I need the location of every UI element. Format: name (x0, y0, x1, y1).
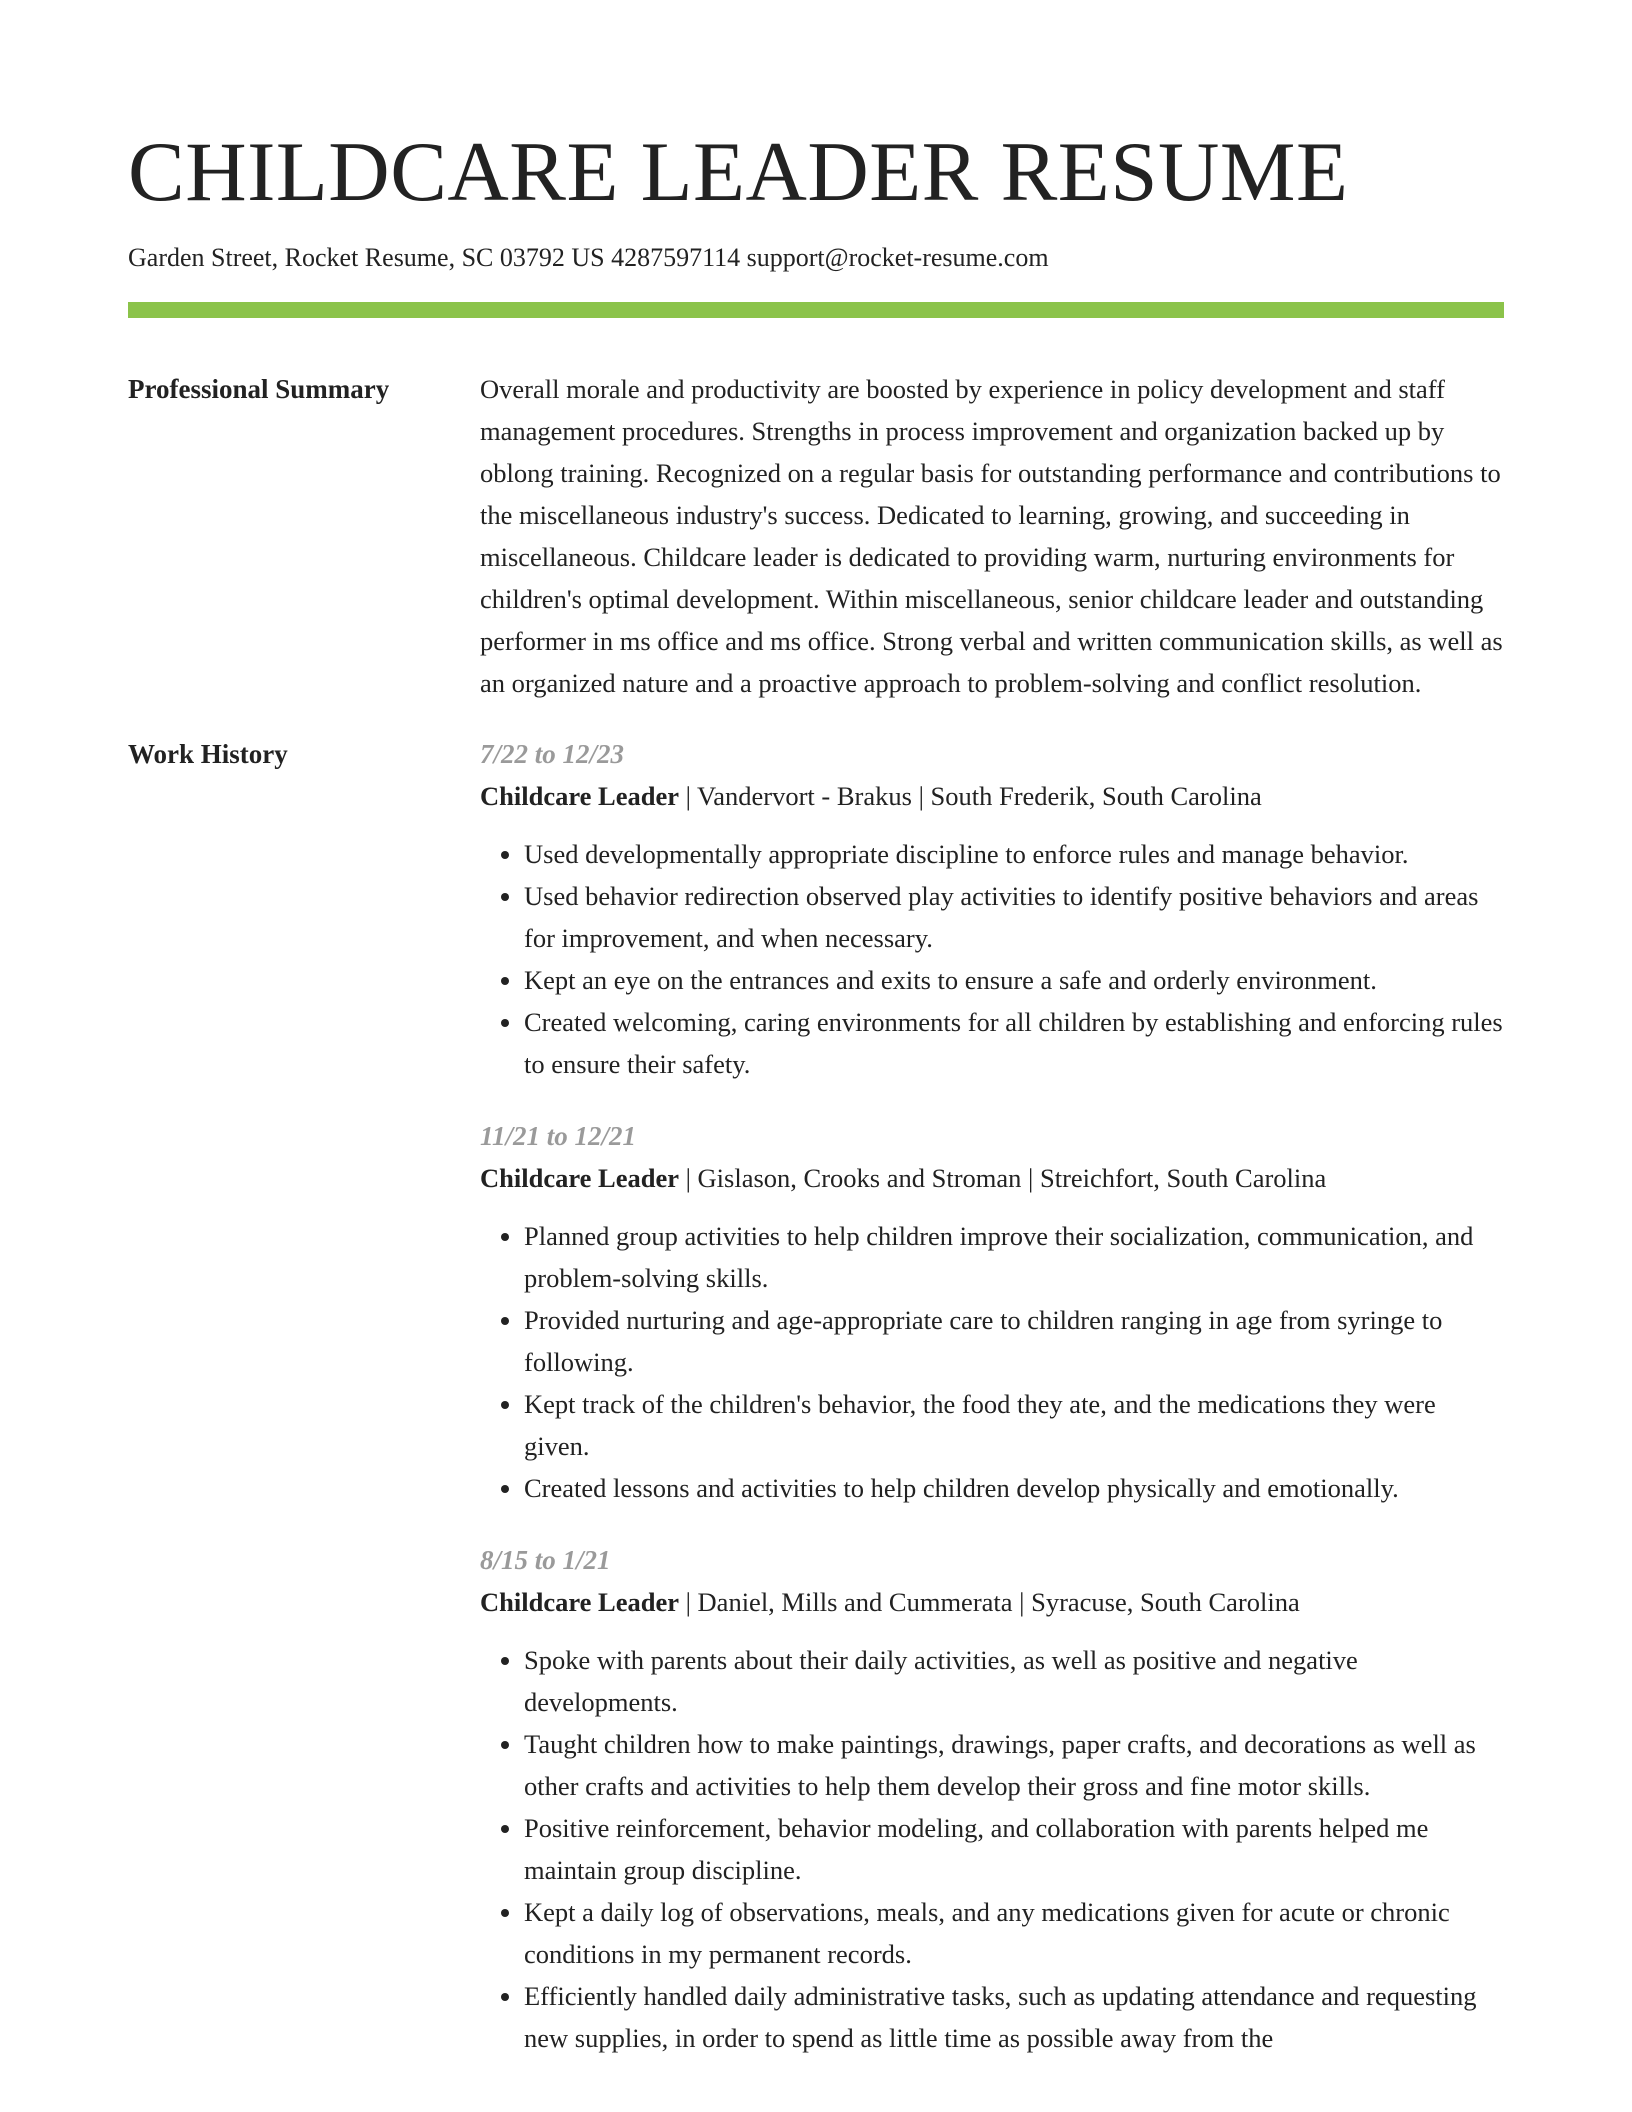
summary-body (480, 368, 1504, 704)
job-bullet: • Kept a daily log of observations, meals, and any medications given for acute or chronic conditions in my permanent records. (524, 1891, 1504, 1975)
summary-text: Overall morale and productivity are boosted by experience in policy development and staff management procedures. Strengths in process improvement and organization backed up by oblong training. Recognized on a regular basis for outstanding performance and contributions to the miscellaneous industry's success. Dedicated to learning, growing, and succeeding in miscellaneous. Childcare leader is dedicated to providing warm, nurturing environments for children's optimal development. Within miscellaneous, senior childcare leader and outstanding performer in ms office and ms office. Strong verbal and written communication skills, as well as an organized nature and a proactive approach to problem-solving and conflict resolution. (480, 374, 1503, 698)
job-bullet: • Taught children how to make paintings, drawings, paper crafts, and decorations as well as other crafts and activities to help them develop their gross and fine motor skills. (524, 1723, 1504, 1807)
job-heading (480, 1157, 1504, 1199)
job-heading (480, 1581, 1504, 1623)
job-company-location: | Vandervort - Brakus | South Frederik, South Carolina (678, 781, 1262, 811)
job-bullet-list (480, 833, 1504, 1085)
job-bullet-list (480, 1215, 1504, 1509)
section-label-work-history: Work History (128, 739, 288, 769)
resume-title: CHILDCARE LEADER RESUME (128, 125, 1349, 219)
job-company-location: | Daniel, Mills and Cummerata | Syracuse, South Carolina (678, 1587, 1300, 1617)
job-bullet: • Provided nurturing and age-appropriate care to children ranging in age from syringe to following. (524, 1299, 1504, 1383)
work-history-section (128, 733, 1504, 2059)
job-bullet: • Efficiently handled daily administrative tasks, such as updating attendance and requesting new supplies, in order to spend as little time as possible away from the (524, 1975, 1504, 2059)
job-company-location: | Gislason, Crooks and Stroman | Streichfort, South Carolina (678, 1163, 1327, 1193)
job-bullet: • Used developmentally appropriate discipline to enforce rules and manage behavior. (524, 833, 1504, 875)
job-bullet: • Created welcoming, caring environments for all children by establishing and enforcing rules to ensure their safety. (524, 1001, 1504, 1085)
job-bullet: • Spoke with parents about their daily activities, as well as positive and negative developments. (524, 1639, 1504, 1723)
header-divider (128, 302, 1504, 318)
job-entry (480, 1115, 1504, 1509)
work-history-body (480, 733, 1504, 2059)
job-bullet: • Planned group activities to help children improve their socialization, communication, and problem-solving skills. (524, 1215, 1504, 1299)
job-title: Childcare Leader (480, 1587, 679, 1617)
job-entry (480, 1539, 1504, 2059)
job-bullet: • Used behavior redirection observed play activities to identify positive behaviors and areas for improvement, and when necessary. (524, 875, 1504, 959)
professional-summary-section (128, 368, 1504, 704)
job-bullet: • Kept track of the children's behavior, the food they ate, and the medications they were given. (524, 1383, 1504, 1467)
contact-info: Garden Street, Rocket Resume, SC 03792 US 4287597114 support@rocket-resume.com (128, 243, 1049, 272)
job-dates: 11/21 to 12/21 (480, 1121, 637, 1151)
job-bullet: • Kept an eye on the entrances and exits to ensure a safe and orderly environment. (524, 959, 1504, 1001)
job-dates: 8/15 to 1/21 (480, 1545, 611, 1575)
job-title: Childcare Leader (480, 1163, 679, 1193)
section-label-summary: Professional Summary (128, 374, 390, 404)
job-bullet: • Created lessons and activities to help children develop physically and emotionally. (524, 1467, 1504, 1509)
job-title: Childcare Leader (480, 781, 679, 811)
job-bullet: • Positive reinforcement, behavior modeling, and collaboration with parents helped me maintain group discipline. (524, 1807, 1504, 1891)
job-entry (480, 733, 1504, 1085)
job-dates: 7/22 to 12/23 (480, 739, 625, 769)
resume-page (128, 0, 1504, 2089)
job-bullet-list (480, 1639, 1504, 2059)
job-heading (480, 775, 1504, 817)
